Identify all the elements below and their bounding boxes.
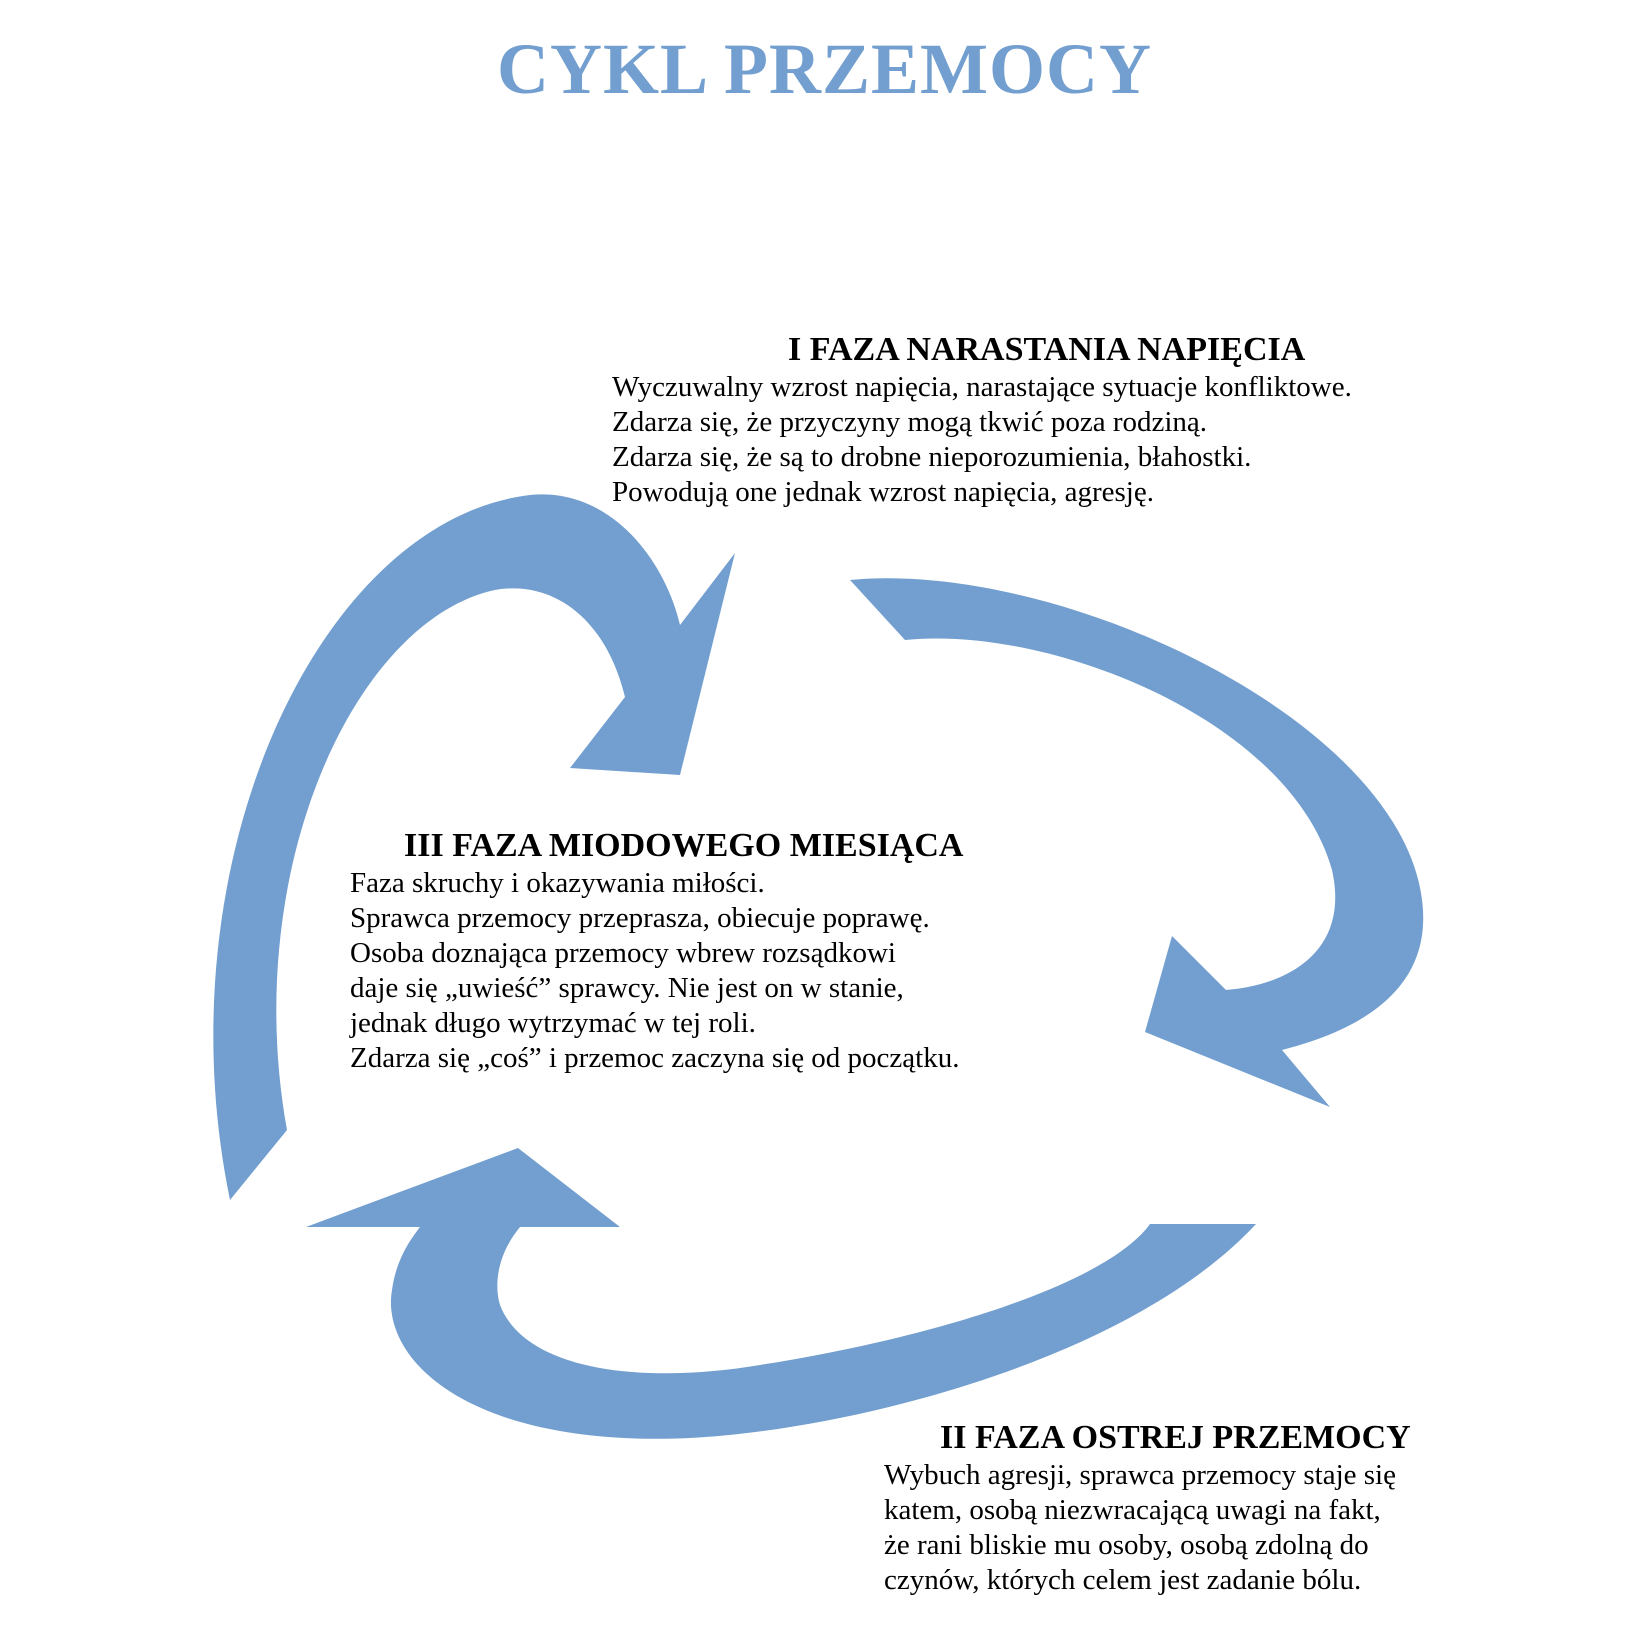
phase-3-line: jednak długo wytrzymać w tej roli. [350,1007,756,1039]
arrow-phase2-to-phase3 [306,1148,1256,1439]
phase-2-description [884,1458,1411,1598]
phase-1-line: Zdarza się, że są to drobne nieporozumienia, błahostki. [612,441,1252,473]
phase-3-line: Osoba doznająca przemocy wbrew rozsądkowi [350,937,896,969]
phase-1-line: Wyczuwalny wzrost napięcia, narastające sytuacje konfliktowe. [612,371,1352,403]
phase-3-heading: III FAZA MIODOWEGO MIESIĄCA [404,827,964,864]
phase-2-line: że rani bliskie mu osoby, osobą zdolną do [884,1529,1369,1561]
page-title: CYKL PRZEMOCY [496,29,1153,109]
phase-3-block [350,826,964,1076]
phase-2-line: czynów, których celem jest zadanie bólu. [884,1564,1362,1596]
phase-1-line: Zdarza się, że przyczyny mogą tkwić poza rodziną. [612,406,1208,438]
phase-1-line: Powodują one jednak wzrost napięcia, agresję. [612,476,1154,508]
phase-2-line: Wybuch agresji, sprawca przemocy staje się [884,1459,1396,1491]
phase-3-description [350,866,964,1076]
phase-1-heading: I FAZA NARASTANIA NAPIĘCIA [788,331,1306,368]
phase-3-line: Zdarza się „coś” i przemoc zaczyna się od początku. [350,1042,960,1074]
phase-2-line: katem, osobą niezwracającą uwagi na fakt, [884,1494,1381,1526]
phase-2-block [884,1418,1411,1598]
phase-3-line: Sprawca przemocy przeprasza, obiecuje poprawę. [350,902,930,934]
phase-1-description [612,370,1352,510]
phase-1-block [612,330,1352,510]
phase-2-heading: II FAZA OSTREJ PRZEMOCY [940,1419,1411,1456]
phase-3-line: Faza skruchy i okazywania miłości. [350,867,765,899]
phase-3-line: daje się „uwieść” sprawcy. Nie jest on w stanie, [350,972,904,1004]
